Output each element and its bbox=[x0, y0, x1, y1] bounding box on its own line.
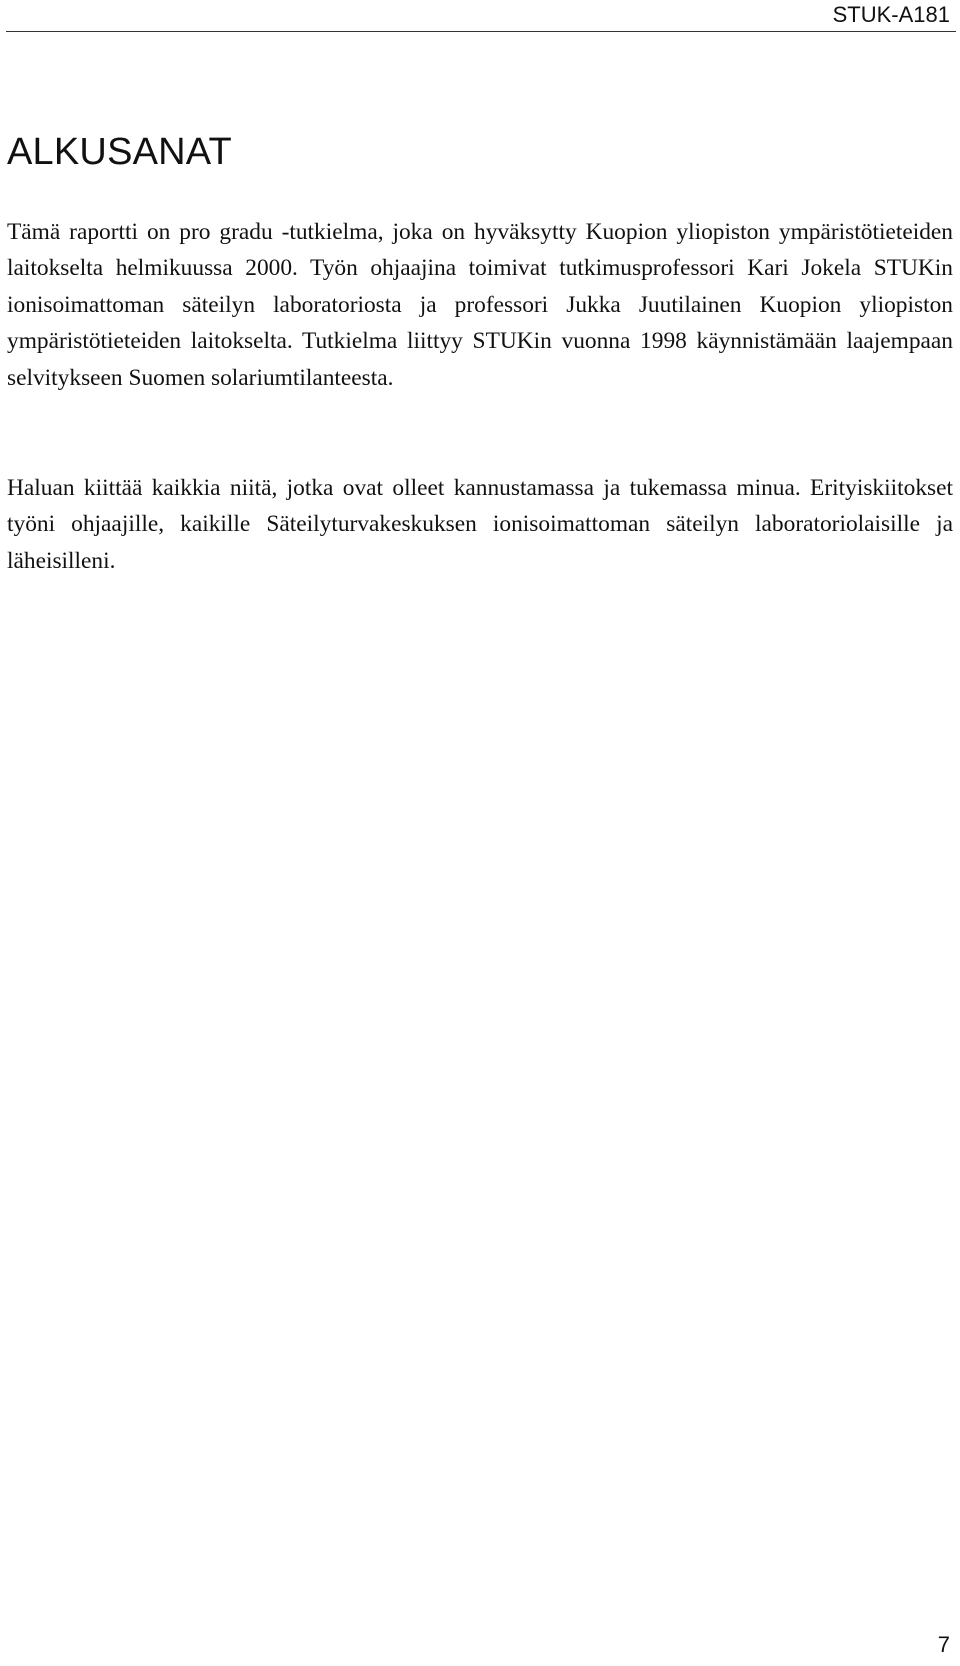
header-divider bbox=[6, 31, 956, 32]
report-id-header: STUK-A181 bbox=[832, 2, 950, 27]
paragraph-intro: Tämä raportti on pro gradu -tutkielma, joka on hyväksytty Kuopion yliopiston ympäristötieteiden laitokselta helmikuussa 2000. Työn ohjaajina toimivat tutkimusprofessori Kari Jokela STUKin ionisoimattoman säteilyn laboratoriosta ja professori Jukka Juutilainen Kuopion yliopiston ympäristötieteiden laitokselta. Tutkielma liittyy STUKin vuonna 1998 käynnistämään laajempaan selvitykseen Suomen solariumtilanteesta. bbox=[7, 219, 953, 391]
paragraph-acknowledgements: Haluan kiittää kaikkia niitä, jotka ovat olleet kannustamassa ja tukemassa minua. Erityiskiitokset työni ohjaajille, kaikille Säteilyturvakeskuksen ionisoimattoman säteilyn laboratoriolaisille ja läheisilleni. bbox=[7, 475, 953, 574]
page-title: ALKUSANAT bbox=[7, 131, 232, 173]
page-number: 7 bbox=[937, 1632, 950, 1657]
